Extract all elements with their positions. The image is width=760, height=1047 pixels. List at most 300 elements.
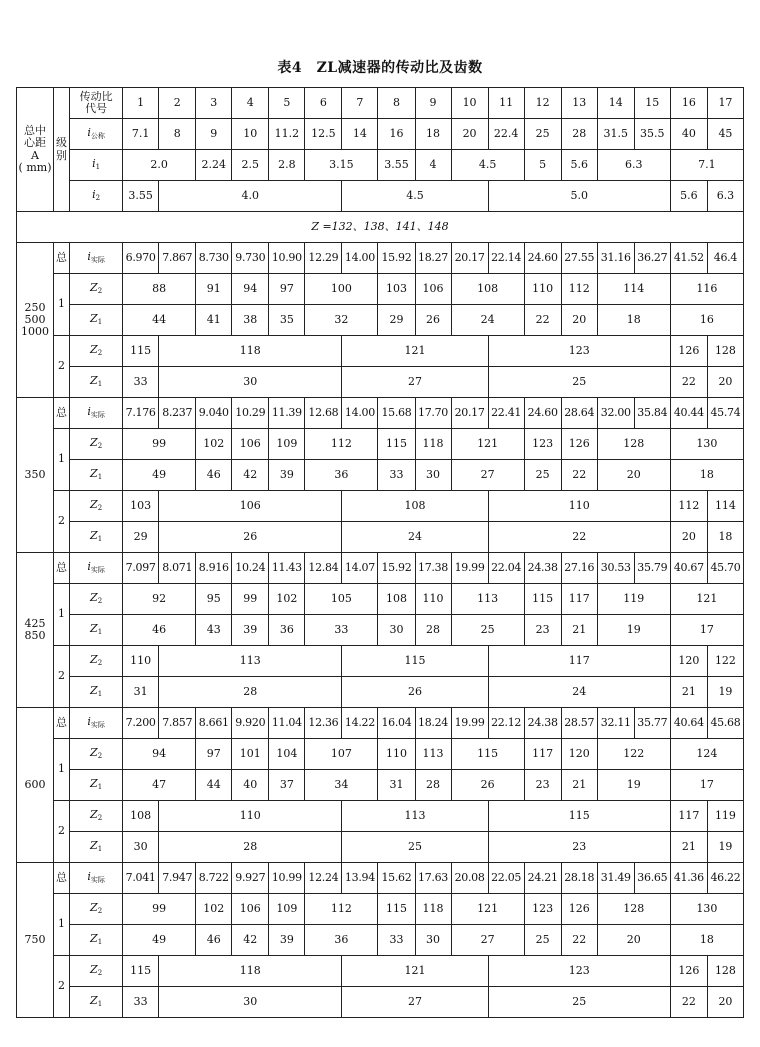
tooth-count: 20 — [561, 305, 597, 336]
tooth-count: 126 — [670, 336, 707, 367]
i-actual-row — [17, 398, 744, 429]
ratio-code: 13 — [561, 88, 597, 119]
i-actual-row — [17, 863, 744, 894]
tooth-count: 115 — [123, 956, 159, 987]
ratio-code: 2 — [159, 88, 196, 119]
z2-label — [70, 584, 123, 615]
grade2-z2-row — [17, 646, 744, 677]
tooth-count: 33 — [305, 615, 378, 646]
stage2-ratio: 4.0 — [159, 181, 342, 212]
tooth-count: 24 — [451, 305, 524, 336]
actual-ratio: 31.16 — [597, 243, 634, 274]
i-actual-label — [70, 553, 123, 584]
tooth-count: 117 — [561, 584, 597, 615]
tooth-count: 46 — [123, 615, 196, 646]
tooth-count: 38 — [232, 305, 269, 336]
actual-ratio: 22.12 — [488, 708, 524, 739]
tooth-count: 46 — [196, 460, 232, 491]
symbol: Z — [90, 901, 98, 915]
grade-1-label: 1 — [54, 584, 70, 646]
tooth-count: 110 — [524, 274, 561, 305]
tooth-count: 107 — [305, 739, 378, 770]
symbol: i — [87, 250, 91, 264]
tooth-count: 122 — [707, 646, 743, 677]
actual-ratio: 40.67 — [670, 553, 707, 584]
i-actual-row — [17, 708, 744, 739]
center-distance-value: 600 — [17, 708, 54, 863]
symbol-subscript: 2 — [95, 194, 101, 203]
tooth-count: 33 — [378, 925, 415, 956]
stage2-ratio: 5.0 — [488, 181, 670, 212]
tooth-count: 30 — [378, 615, 415, 646]
center-distance-value: 425 850 — [17, 553, 54, 708]
z-note — [17, 212, 744, 243]
tooth-count: 115 — [488, 801, 670, 832]
actual-ratio: 36.65 — [634, 863, 670, 894]
tooth-count: 42 — [232, 925, 269, 956]
tooth-count: 26 — [451, 770, 524, 801]
actual-ratio: 28.57 — [561, 708, 597, 739]
nominal-ratio: 9 — [196, 119, 232, 150]
z-note-row — [17, 212, 744, 243]
ratio-code: 8 — [378, 88, 415, 119]
grade-1-label: 1 — [54, 894, 70, 956]
tooth-count: 30 — [415, 925, 451, 956]
grade1-z2-row — [17, 429, 744, 460]
symbol: Z — [90, 839, 98, 853]
stage1-ratio: 2.5 — [232, 150, 269, 181]
actual-ratio: 8.661 — [196, 708, 232, 739]
nominal-ratio: 12.5 — [305, 119, 342, 150]
actual-ratio: 24.21 — [524, 863, 561, 894]
tooth-count: 106 — [415, 274, 451, 305]
ratio-code: 5 — [269, 88, 305, 119]
header-nominal-row — [17, 119, 744, 150]
i-actual-label — [70, 863, 123, 894]
actual-ratio: 7.947 — [159, 863, 196, 894]
actual-ratio: 27.55 — [561, 243, 597, 274]
grade2-z1-row — [17, 832, 744, 863]
tooth-count: 22 — [488, 522, 670, 553]
grade2-z1-row — [17, 367, 744, 398]
tooth-count: 121 — [451, 429, 524, 460]
symbol: i — [87, 870, 91, 884]
total-label: 总 — [54, 708, 70, 739]
grade1-z2-row — [17, 584, 744, 615]
tooth-count: 121 — [451, 894, 524, 925]
grade2-z2-row — [17, 336, 744, 367]
tooth-count: 34 — [305, 770, 378, 801]
symbol-subscript: 实际 — [90, 876, 105, 885]
tooth-count: 28 — [415, 770, 451, 801]
i-actual-row — [17, 243, 744, 274]
tooth-count: 19 — [597, 770, 670, 801]
grade-1-label: 1 — [54, 429, 70, 491]
actual-ratio: 17.38 — [415, 553, 451, 584]
tooth-count: 116 — [670, 274, 743, 305]
z1-label — [70, 522, 123, 553]
symbol-subscript: 2 — [97, 597, 103, 606]
tooth-count: 120 — [670, 646, 707, 677]
tooth-count: 121 — [342, 956, 488, 987]
actual-ratio: 24.60 — [524, 398, 561, 429]
grade1-z2-row — [17, 274, 744, 305]
tooth-count: 112 — [305, 429, 378, 460]
tooth-count: 102 — [269, 584, 305, 615]
actual-ratio: 16.04 — [378, 708, 415, 739]
nominal-ratio: 7.1 — [123, 119, 159, 150]
stage2-ratio: 3.55 — [123, 181, 159, 212]
grade1-z1-row — [17, 925, 744, 956]
tooth-count: 29 — [123, 522, 159, 553]
tooth-count: 33 — [123, 367, 159, 398]
tooth-count: 23 — [524, 615, 561, 646]
actual-ratio: 8.916 — [196, 553, 232, 584]
stage2-ratio: 6.3 — [707, 181, 743, 212]
symbol: Z — [90, 994, 98, 1008]
actual-ratio: 35.84 — [634, 398, 670, 429]
ratio-code: 1 — [123, 88, 159, 119]
tooth-count: 115 — [451, 739, 524, 770]
symbol-subscript: 2 — [97, 504, 103, 513]
actual-ratio: 8.071 — [159, 553, 196, 584]
tooth-count: 115 — [378, 894, 415, 925]
symbol-subscript: 实际 — [90, 411, 105, 420]
tooth-count: 29 — [378, 305, 415, 336]
tooth-count: 94 — [232, 274, 269, 305]
tooth-count: 101 — [232, 739, 269, 770]
total-label: 总 — [54, 398, 70, 429]
stage1-ratio: 5 — [524, 150, 561, 181]
ratio-code: 10 — [451, 88, 488, 119]
tooth-count: 21 — [561, 615, 597, 646]
tooth-count: 24 — [488, 677, 670, 708]
z1-label — [70, 770, 123, 801]
tooth-count: 97 — [196, 739, 232, 770]
actual-ratio: 22.05 — [488, 863, 524, 894]
center-distance-header: 总中 心距 A ( mm) — [17, 88, 54, 212]
actual-ratio: 14.00 — [342, 243, 378, 274]
actual-ratio: 32.11 — [597, 708, 634, 739]
tooth-count: 95 — [196, 584, 232, 615]
stage1-ratio: 4.5 — [451, 150, 524, 181]
z-note-text: Z =132、138、141、148 — [311, 219, 449, 233]
symbol: Z — [90, 808, 98, 822]
actual-ratio: 14.22 — [342, 708, 378, 739]
grade1-z1-row — [17, 770, 744, 801]
tooth-count: 41 — [196, 305, 232, 336]
tooth-count: 22 — [524, 305, 561, 336]
tooth-count: 19 — [707, 832, 743, 863]
tooth-count: 94 — [123, 739, 196, 770]
ratio-code: 6 — [305, 88, 342, 119]
tooth-count: 16 — [670, 305, 743, 336]
z2-label — [70, 336, 123, 367]
actual-ratio: 45.70 — [707, 553, 743, 584]
tooth-count: 30 — [415, 460, 451, 491]
tooth-count: 27 — [451, 460, 524, 491]
actual-ratio: 17.63 — [415, 863, 451, 894]
tooth-count: 128 — [707, 956, 743, 987]
symbol: Z — [90, 281, 98, 295]
tooth-count: 104 — [269, 739, 305, 770]
grade-2-label: 2 — [54, 956, 70, 1018]
tooth-count: 24 — [342, 522, 488, 553]
tooth-count: 99 — [232, 584, 269, 615]
ratio-code: 12 — [524, 88, 561, 119]
tooth-count: 103 — [378, 274, 415, 305]
actual-ratio: 19.99 — [451, 553, 488, 584]
tooth-count: 21 — [561, 770, 597, 801]
actual-ratio: 7.200 — [123, 708, 159, 739]
actual-ratio: 14.07 — [342, 553, 378, 584]
tooth-count: 36 — [269, 615, 305, 646]
tooth-count: 22 — [561, 925, 597, 956]
symbol: i — [87, 715, 91, 729]
tooth-count: 128 — [707, 336, 743, 367]
actual-ratio: 45.68 — [707, 708, 743, 739]
tooth-count: 115 — [123, 336, 159, 367]
symbol-subscript: 2 — [97, 349, 103, 358]
symbol: Z — [90, 436, 98, 450]
actual-ratio: 15.92 — [378, 553, 415, 584]
actual-ratio: 13.94 — [342, 863, 378, 894]
tooth-count: 18 — [707, 522, 743, 553]
actual-ratio: 41.36 — [670, 863, 707, 894]
grade1-z1-row — [17, 305, 744, 336]
tooth-count: 121 — [670, 584, 743, 615]
tooth-count: 126 — [561, 894, 597, 925]
z2-label — [70, 801, 123, 832]
tooth-count: 128 — [597, 894, 670, 925]
actual-ratio: 11.04 — [269, 708, 305, 739]
tooth-count: 39 — [232, 615, 269, 646]
nominal-ratio: 20 — [451, 119, 488, 150]
tooth-count: 42 — [232, 460, 269, 491]
actual-ratio: 28.64 — [561, 398, 597, 429]
z2-label — [70, 894, 123, 925]
tooth-count: 119 — [707, 801, 743, 832]
symbol-subscript: 2 — [97, 752, 103, 761]
stage2-ratio: 5.6 — [670, 181, 707, 212]
z2-label — [70, 739, 123, 770]
tooth-count: 18 — [670, 925, 743, 956]
actual-ratio: 15.68 — [378, 398, 415, 429]
tooth-count: 47 — [123, 770, 196, 801]
nominal-ratio: 45 — [707, 119, 743, 150]
tooth-count: 123 — [488, 336, 670, 367]
tooth-count: 17 — [670, 770, 743, 801]
tooth-count: 99 — [123, 429, 196, 460]
actual-ratio: 7.041 — [123, 863, 159, 894]
tooth-count: 25 — [488, 367, 670, 398]
nominal-ratio: 14 — [342, 119, 378, 150]
ratio-code: 17 — [707, 88, 743, 119]
tooth-count: 130 — [670, 429, 743, 460]
actual-ratio: 9.920 — [232, 708, 269, 739]
actual-ratio: 8.730 — [196, 243, 232, 274]
tooth-count: 44 — [123, 305, 196, 336]
tooth-count: 120 — [561, 739, 597, 770]
symbol: Z — [90, 467, 98, 481]
nominal-ratio: 35.5 — [634, 119, 670, 150]
symbol-subscript: 2 — [97, 659, 103, 668]
actual-ratio: 24.60 — [524, 243, 561, 274]
total-label: 总 — [54, 553, 70, 584]
actual-ratio: 20.08 — [451, 863, 488, 894]
tooth-count: 43 — [196, 615, 232, 646]
z1-label — [70, 305, 123, 336]
symbol: i — [87, 126, 91, 140]
grade-2-label: 2 — [54, 646, 70, 708]
tooth-count: 110 — [159, 801, 342, 832]
tooth-count: 20 — [670, 522, 707, 553]
tooth-count: 30 — [123, 832, 159, 863]
actual-ratio: 24.38 — [524, 553, 561, 584]
tooth-count: 106 — [159, 491, 342, 522]
tooth-count: 21 — [670, 832, 707, 863]
actual-ratio: 10.99 — [269, 863, 305, 894]
tooth-count: 20 — [707, 367, 743, 398]
stage1-ratio: 3.15 — [305, 150, 378, 181]
symbol-subscript: 1 — [97, 535, 103, 544]
tooth-count: 37 — [269, 770, 305, 801]
tooth-count: 115 — [378, 429, 415, 460]
center-distance-value: 250 500 1000 — [17, 243, 54, 398]
tooth-count: 20 — [597, 460, 670, 491]
stage1-ratio: 4 — [415, 150, 451, 181]
symbol-subscript: 2 — [97, 814, 103, 823]
ratio-code: 3 — [196, 88, 232, 119]
tooth-count: 44 — [196, 770, 232, 801]
nominal-ratio: 8 — [159, 119, 196, 150]
total-label: 总 — [54, 863, 70, 894]
grade-1-label: 1 — [54, 739, 70, 801]
actual-ratio: 22.14 — [488, 243, 524, 274]
tooth-count: 113 — [159, 646, 342, 677]
stage1-ratio: 2.24 — [196, 150, 232, 181]
actual-ratio: 40.64 — [670, 708, 707, 739]
tooth-count: 123 — [488, 956, 670, 987]
actual-ratio: 10.29 — [232, 398, 269, 429]
z2-label — [70, 274, 123, 305]
stage1-ratio: 7.1 — [670, 150, 743, 181]
stage1-ratio: 6.3 — [597, 150, 670, 181]
nominal-ratio: 31.5 — [597, 119, 634, 150]
tooth-count: 123 — [524, 429, 561, 460]
grade2-z1-row — [17, 987, 744, 1018]
nominal-ratio: 16 — [378, 119, 415, 150]
nominal-ratio: 22.4 — [488, 119, 524, 150]
tooth-count: 108 — [342, 491, 488, 522]
actual-ratio: 28.18 — [561, 863, 597, 894]
nominal-ratio: 11.2 — [269, 119, 305, 150]
tooth-count: 118 — [415, 429, 451, 460]
tooth-count: 121 — [342, 336, 488, 367]
stage1-ratio: 2.0 — [123, 150, 196, 181]
tooth-count: 118 — [159, 956, 342, 987]
tooth-count: 40 — [232, 770, 269, 801]
actual-ratio: 35.77 — [634, 708, 670, 739]
actual-ratio: 46.22 — [707, 863, 743, 894]
header-i1-row — [17, 150, 744, 181]
tooth-count: 36 — [305, 460, 378, 491]
tooth-count: 109 — [269, 894, 305, 925]
actual-ratio: 6.970 — [123, 243, 159, 274]
symbol: Z — [90, 374, 98, 388]
grade-header: 级 别 — [54, 88, 70, 212]
z2-label — [70, 956, 123, 987]
actual-ratio: 36.27 — [634, 243, 670, 274]
symbol: Z — [90, 343, 98, 357]
tooth-count: 123 — [524, 894, 561, 925]
tooth-count: 28 — [415, 615, 451, 646]
symbol: i — [87, 560, 91, 574]
actual-ratio: 18.27 — [415, 243, 451, 274]
tooth-count: 106 — [232, 894, 269, 925]
tooth-count: 49 — [123, 925, 196, 956]
actual-ratio: 9.927 — [232, 863, 269, 894]
grade2-z1-row — [17, 522, 744, 553]
i-actual-row — [17, 553, 744, 584]
actual-ratio: 12.24 — [305, 863, 342, 894]
tooth-count: 110 — [378, 739, 415, 770]
grade-2-label: 2 — [54, 491, 70, 553]
tooth-count: 18 — [670, 460, 743, 491]
tooth-count: 25 — [342, 832, 488, 863]
z1-label — [70, 987, 123, 1018]
grade2-z2-row — [17, 801, 744, 832]
tooth-count: 31 — [123, 677, 159, 708]
tooth-count: 117 — [670, 801, 707, 832]
tooth-count: 25 — [451, 615, 524, 646]
tooth-count: 26 — [159, 522, 342, 553]
symbol-subscript: 1 — [97, 380, 103, 389]
actual-ratio: 7.857 — [159, 708, 196, 739]
symbol: Z — [90, 312, 98, 326]
ratio-code: 11 — [488, 88, 524, 119]
tooth-count: 115 — [524, 584, 561, 615]
actual-ratio: 27.16 — [561, 553, 597, 584]
stage1-ratio: 2.8 — [269, 150, 305, 181]
z1-label — [70, 460, 123, 491]
symbol: Z — [90, 684, 98, 698]
actual-ratio: 24.38 — [524, 708, 561, 739]
tooth-count: 49 — [123, 460, 196, 491]
tooth-count: 110 — [488, 491, 670, 522]
symbol: Z — [90, 963, 98, 977]
tooth-count: 114 — [707, 491, 743, 522]
gear-ratio-table — [16, 87, 744, 1018]
tooth-count: 88 — [123, 274, 196, 305]
i1-label — [70, 150, 123, 181]
tooth-count: 113 — [342, 801, 488, 832]
actual-ratio: 40.44 — [670, 398, 707, 429]
actual-ratio: 7.176 — [123, 398, 159, 429]
tooth-count: 124 — [670, 739, 743, 770]
tooth-count: 21 — [670, 677, 707, 708]
tooth-count: 105 — [305, 584, 378, 615]
tooth-count: 118 — [415, 894, 451, 925]
tooth-count: 33 — [378, 460, 415, 491]
nominal-ratio: 40 — [670, 119, 707, 150]
center-distance-value: 350 — [17, 398, 54, 553]
grade2-z2-row — [17, 956, 744, 987]
tooth-count: 92 — [123, 584, 196, 615]
tooth-count: 119 — [597, 584, 670, 615]
center-distance-value: 750 — [17, 863, 54, 1018]
actual-ratio: 9.730 — [232, 243, 269, 274]
